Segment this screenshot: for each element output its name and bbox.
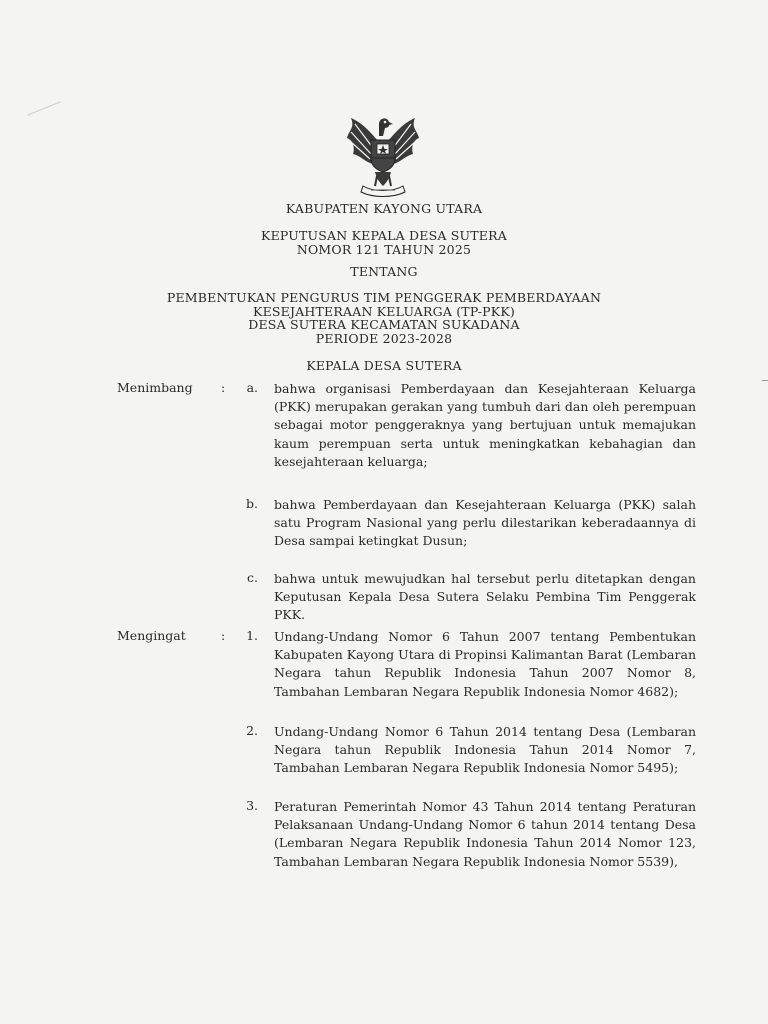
item-marker: b. [246, 496, 258, 511]
item-marker: 1. [246, 628, 258, 643]
mengingat-item-2: Undang-Undang Nomor 6 Tahun 2014 tentang Desa (Lembaran Negara tahun Republik Indonesia Tahun 2014 Nomor 7, Tambahan Lembaran Negara Republik Indonesia Nomor 5495); [274, 724, 696, 776]
scan-mark [27, 101, 61, 115]
menimbang-colon: : [221, 380, 226, 395]
mengingat-colon: : [221, 628, 226, 643]
subject-line: DESA SUTERA KECAMATAN SUKADANA [248, 317, 520, 332]
about-heading: TENTANG [350, 264, 418, 279]
subject-line: PERIODE 2023-2028 [315, 330, 453, 346]
item-marker: 3. [246, 798, 258, 813]
decree-title: KEPUTUSAN KEPALA DESA SUTERA [261, 228, 507, 243]
mengingat-item-3: Peraturan Pemerintah Nomor 43 Tahun 2014 tentang Peraturan Pelaksanaan Undang-Undang Nomor 6 tahun 2014 tentang Desa (Lembaran Negara Republik Indonesia Tahun 2014 Nomor 123, Tambahan Lembaran Negara Republik Indonesia Nomor 5539), [274, 799, 696, 869]
decree-heading [0, 229, 768, 257]
item-marker: a. [246, 380, 258, 395]
menimbang-item-a: bahwa organisasi Pemberdayaan dan Kesejahteraan Keluarga (PKK) merupakan gerakan yang tumbuh dari dan oleh perempuan sebagai motor penggeraknya yang bertujuan untuk memajukan kaum perempuan serta untuk meningkatkan kebahagian dan kesejahteraan keluarga; [274, 381, 696, 469]
menimbang-item-c: bahwa untuk mewujudkan hal tersebut perlu ditetapkan dengan Keputusan Kepala Desa Sutera Selaku Pembina Tim Penggerak PKK. [274, 571, 696, 623]
subject-line: PEMBENTUKAN PENGURUS TIM PENGGERAK PEMBERDAYAAN [166, 290, 602, 305]
garuda-emblem-icon [343, 114, 423, 202]
subject-line: KESEJAHTERAAN KELUARGA (TP-PKK) [253, 303, 515, 319]
decree-number: NOMOR 121 TAHUN 2025 [296, 242, 472, 257]
mengingat-label: Mengingat [117, 628, 186, 643]
mengingat-item-1: Undang-Undang Nomor 6 Tahun 2007 tentang Pembentukan Kabupaten Kayong Utara di Propinsi Kalimantan Barat (Lembaran Negara tahun Republik Indonesia Tahun 2007 Nomor 8, Tambahan Lembaran Negara Republik Indonesia Nomor 4682); [274, 629, 696, 699]
decree-subject [0, 291, 768, 345]
item-marker: c. [247, 570, 258, 585]
scan-mark [762, 380, 768, 381]
official-title: KEPALA DESA SUTERA [306, 358, 462, 373]
item-marker: 2. [246, 723, 258, 738]
regency-name: KABUPATEN KAYONG UTARA [285, 201, 483, 216]
menimbang-label: Menimbang [117, 380, 193, 395]
menimbang-item-b: bahwa Pemberdayaan dan Kesejahteraan Keluarga (PKK) salah satu Program Nasional yang perlu dilestarikan keberadaannya di Desa sampai ketingkat Dusun; [274, 497, 696, 549]
